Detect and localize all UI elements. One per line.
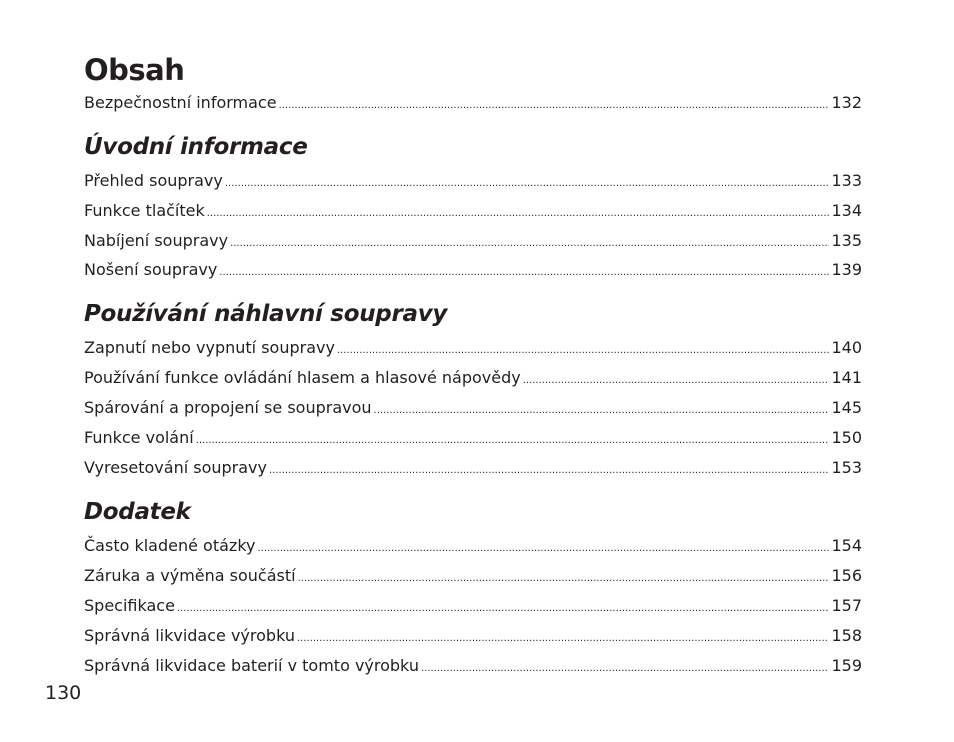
toc-entry[interactable] [84, 625, 862, 647]
dot-leader [297, 625, 829, 650]
dot-leader [207, 200, 830, 225]
toc-entry-label: Používání funkce ovládání hlasem a hlasové nápovědy [84, 368, 521, 387]
page-number: 130 [45, 682, 82, 704]
dot-leader [230, 230, 829, 255]
toc-entry-label: Spárování a propojení se soupravou [84, 398, 372, 417]
toc-entry-label: Funkce tlačítek [84, 201, 205, 220]
dot-leader [298, 565, 830, 590]
toc-entry[interactable] [84, 230, 862, 252]
toc-entry[interactable] [84, 427, 862, 449]
toc-entry-page: 156 [831, 566, 862, 585]
dot-leader [177, 595, 830, 620]
toc-entry[interactable] [84, 92, 862, 114]
dot-leader [257, 535, 829, 560]
dot-leader [374, 397, 830, 422]
toc-entry-label: Nošení soupravy [84, 260, 218, 279]
section-heading: Úvodní informace [84, 134, 308, 160]
toc-entry[interactable] [84, 170, 862, 192]
toc-entry-label: Často kladené otázky [84, 536, 256, 555]
toc-entry[interactable] [84, 367, 862, 389]
toc-entry[interactable] [84, 535, 862, 557]
toc-entry[interactable] [84, 565, 862, 587]
toc-entry-page: 159 [831, 656, 862, 675]
toc-entry-page: 153 [831, 458, 862, 477]
toc-entry-page: 157 [831, 596, 862, 615]
dot-leader [337, 337, 830, 362]
toc-entry-page: 141 [831, 368, 862, 387]
toc-entry-page: 139 [831, 260, 862, 279]
toc-entry-label: Bezpečnostní informace [84, 93, 277, 112]
toc-entry[interactable] [84, 457, 862, 479]
toc-entry-page: 132 [831, 93, 862, 112]
toc-entry[interactable] [84, 200, 862, 222]
toc-entry[interactable] [84, 337, 862, 359]
toc-entry-label: Funkce volání [84, 428, 194, 447]
dot-leader [219, 259, 829, 284]
toc-entry-label: Správná likvidace baterií v tomto výrobku [84, 656, 419, 675]
toc-entry-page: 134 [831, 201, 862, 220]
section-heading: Dodatek [84, 499, 191, 525]
toc-entry-page: 154 [831, 536, 862, 555]
dot-leader [225, 170, 830, 195]
toc-entry-label: Správná likvidace výrobku [84, 626, 295, 645]
dot-leader [269, 457, 829, 482]
dot-leader [523, 367, 830, 392]
toc-entry[interactable] [84, 397, 862, 419]
toc-entry[interactable] [84, 655, 862, 677]
toc-entry-label: Vyresetování soupravy [84, 458, 267, 477]
dot-leader [196, 427, 830, 452]
toc-entry[interactable] [84, 259, 862, 281]
dot-leader [421, 655, 829, 680]
section-heading: Používání náhlavní soupravy [84, 301, 448, 327]
toc-entry-page: 150 [831, 428, 862, 447]
toc-entry-page: 140 [831, 338, 862, 357]
toc-entry-page: 133 [831, 171, 862, 190]
toc-entry-page: 135 [831, 231, 862, 250]
toc-entry-page: 158 [831, 626, 862, 645]
toc-entry-page: 145 [831, 398, 862, 417]
toc-entry-label: Přehled soupravy [84, 171, 223, 190]
dot-leader [279, 92, 830, 117]
toc-entry[interactable] [84, 595, 862, 617]
toc-entry-label: Nabíjení soupravy [84, 231, 229, 250]
toc-entry-label: Specifikace [84, 596, 175, 615]
page-title: Obsah [84, 53, 185, 87]
toc-entry-label: Záruka a výměna součástí [84, 566, 296, 585]
toc-entry-label: Zapnutí nebo vypnutí soupravy [84, 338, 335, 357]
